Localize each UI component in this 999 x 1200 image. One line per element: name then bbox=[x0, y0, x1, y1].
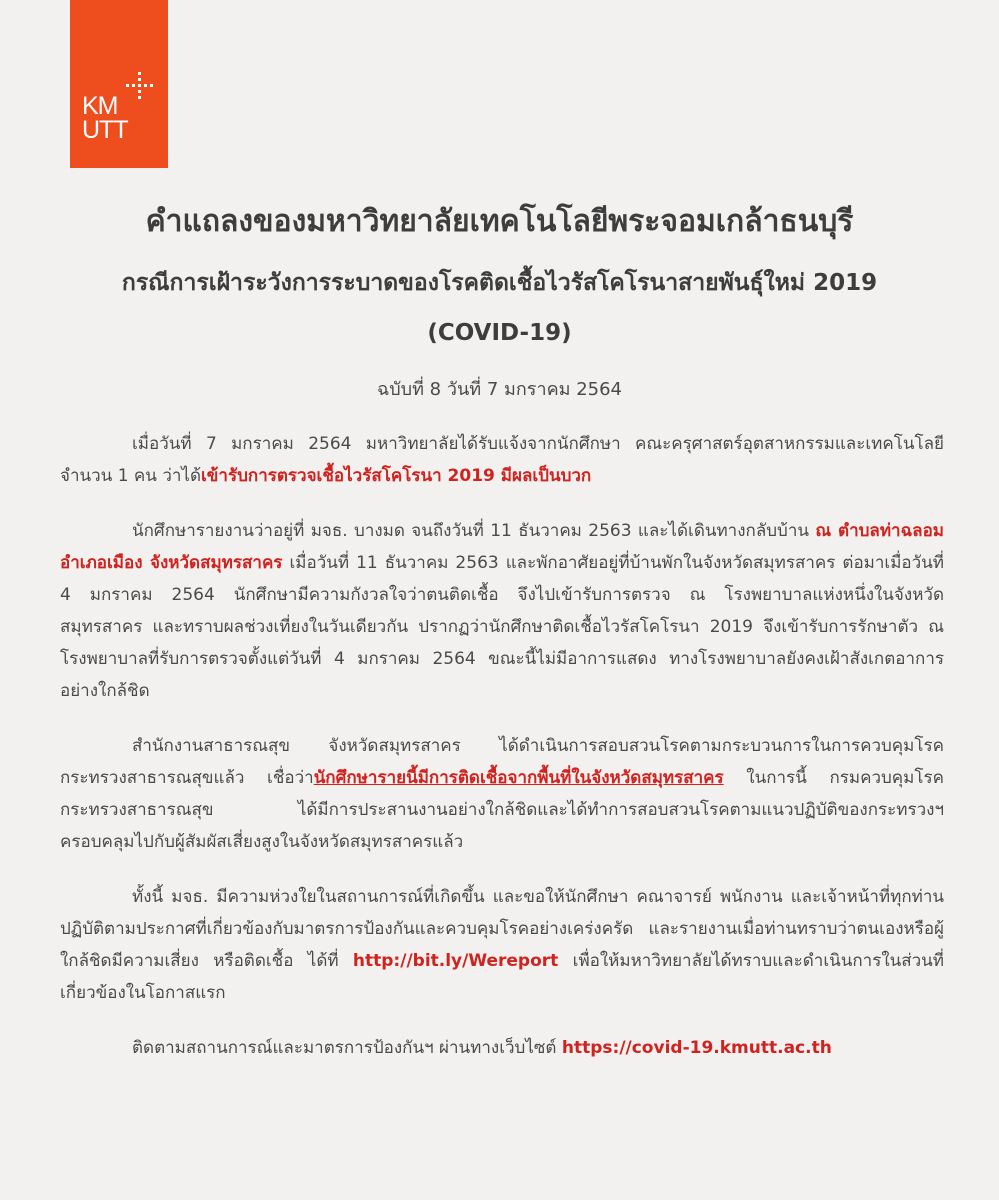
logo-line-2: UTT bbox=[82, 116, 128, 144]
p2-highlight: ณ ตำบลท่าฉลอม อำเภอเมือง จังหวัดสมุทรสาคร bbox=[60, 521, 944, 573]
paragraph-5 bbox=[60, 1032, 944, 1064]
p2-text-a: นักศึกษารายงานว่าอยู่ที่ มจธ. บางมด จนถึงวันที่ 11 ธันวาคม 2563 และได้เดินทางกลับบ้าน bbox=[132, 521, 816, 541]
page-subtitle-covid: (COVID-19) bbox=[427, 320, 572, 346]
covid-website-link[interactable]: https://covid-19.kmutt.ac.th bbox=[561, 1038, 832, 1058]
paragraph-3 bbox=[60, 730, 944, 858]
p1-text: เมื่อวันที่ 7 มกราคม 2564 มหาวิทยาลัยได้รับแจ้งจากนักศึกษา คณะครุศาสตร์อุตสาหกรรมและเทคโนโลยี จำนวน 1 คน ว่าได้ bbox=[60, 434, 944, 486]
p3-highlight: นักศึกษารายนี้มีการติดเชื้อจากพื้นที่ในจังหวัดสมุทรสาคร bbox=[313, 768, 724, 788]
page-subtitle: กรณีการเฝ้าระวังการระบาดของโรคติดเชื้อไวรัสโคโรนาสายพันธุ์ใหม่ 2019 bbox=[121, 270, 878, 296]
p5-text-a: ติดตามสถานการณ์และมาตรการป้องกันฯ ผ่านทางเว็บไซต์ bbox=[132, 1038, 562, 1058]
page-title: คำแถลงของมหาวิทยาลัยเทคโนโลยีพระจอมเกล้าธนบุรี bbox=[145, 204, 854, 239]
issue-line: ฉบับที่ 8 วันที่ 7 มกราคม 2564 bbox=[376, 379, 623, 400]
p3-text-a: สำนักงานสาธารณสุข จังหวัดสมุทรสาคร ได้ดำเนินการสอบสวนโรคตามกระบวนการในการควบคุมโรค กระทรวงสาธารณสุขแล้ว เชื่อว่า bbox=[60, 736, 944, 788]
paragraph-4 bbox=[60, 881, 944, 1009]
p4-text-c: เพื่อให้มหาวิทยาลัยได้ทราบและดำเนินการในส่วนที่เกี่ยวข้องในโอกาสแรก bbox=[60, 951, 945, 1003]
p1-highlight: เข้ารับการตรวจเชื้อไวรัสโคโรนา 2019 มีผลเป็นบวก bbox=[201, 466, 592, 486]
statement-body bbox=[60, 428, 944, 1087]
kmutt-logo bbox=[70, 0, 168, 168]
wereport-link[interactable]: http://bit.ly/Wereport bbox=[352, 951, 559, 971]
logo-line-1: KM bbox=[82, 92, 118, 120]
logo-wordmark bbox=[82, 94, 142, 142]
p2-text-c: เมื่อวันที่ 11 ธันวาคม 2563 และพักอาศัยอยู่ที่บ้านพักในจังหวัดสมุทรสาคร ต่อมาเมื่อวันที่ 4 มกราคม 2564 นักศึกษามีความกังวลใจว่าตนติดเชื้อ จึงไปเข้ารับการตรวจ ณ โรงพยาบาลแห่งหนึ่งในจังหวัดสมุทรสาคร และทราบผลช่วงเที่ยงในวันเดียวกัน ปรากฏว่านักศึกษาติดเชื้อไวรัสโคโรนา 2019 จึงเข้ารับการรักษาตัว ณ โรงพยาบาลที่รับการตรวจตั้งแต่วันที่ 4 มกราคม 2564 ขณะนี้ไม่มีอาการแสดง ทางโรงพยาบาลยังคงเฝ้าสังเกตอาการอย่างใกล้ชิด bbox=[60, 553, 945, 701]
p3-text-c: ในการนี้ กรมควบคุมโรค กระทรวงสาธารณสุข ได้มีการประสานงานอย่างใกล้ชิดและได้ทำการสอบสวนโรคตามแนวปฏิบัติของกระทรวงฯ ครอบคลุมไปกับผู้สัมผัสเสี่ยงสูงในจังหวัดสมุทรสาครแล้ว bbox=[60, 768, 944, 852]
p4-text-a: ทั้งนี้ มจธ. มีความห่วงใยในสถานการณ์ที่เกิดขึ้น และขอให้นักศึกษา คณาจารย์ พนักงาน และเจ้าหน้าที่ทุกท่าน ปฏิบัติตามประกาศที่เกี่ยวข้องกับมาตรการป้องกันและควบคุมโรคอย่างเคร่งครัด และรายงานเมื่อท่านทราบว่าตนเองหรือผู้ใกล้ชิดมีความเสี่ยง หรือติดเชื้อ ได้ที่ bbox=[60, 887, 944, 971]
paragraph-2 bbox=[60, 515, 944, 707]
paragraph-1 bbox=[60, 428, 944, 492]
